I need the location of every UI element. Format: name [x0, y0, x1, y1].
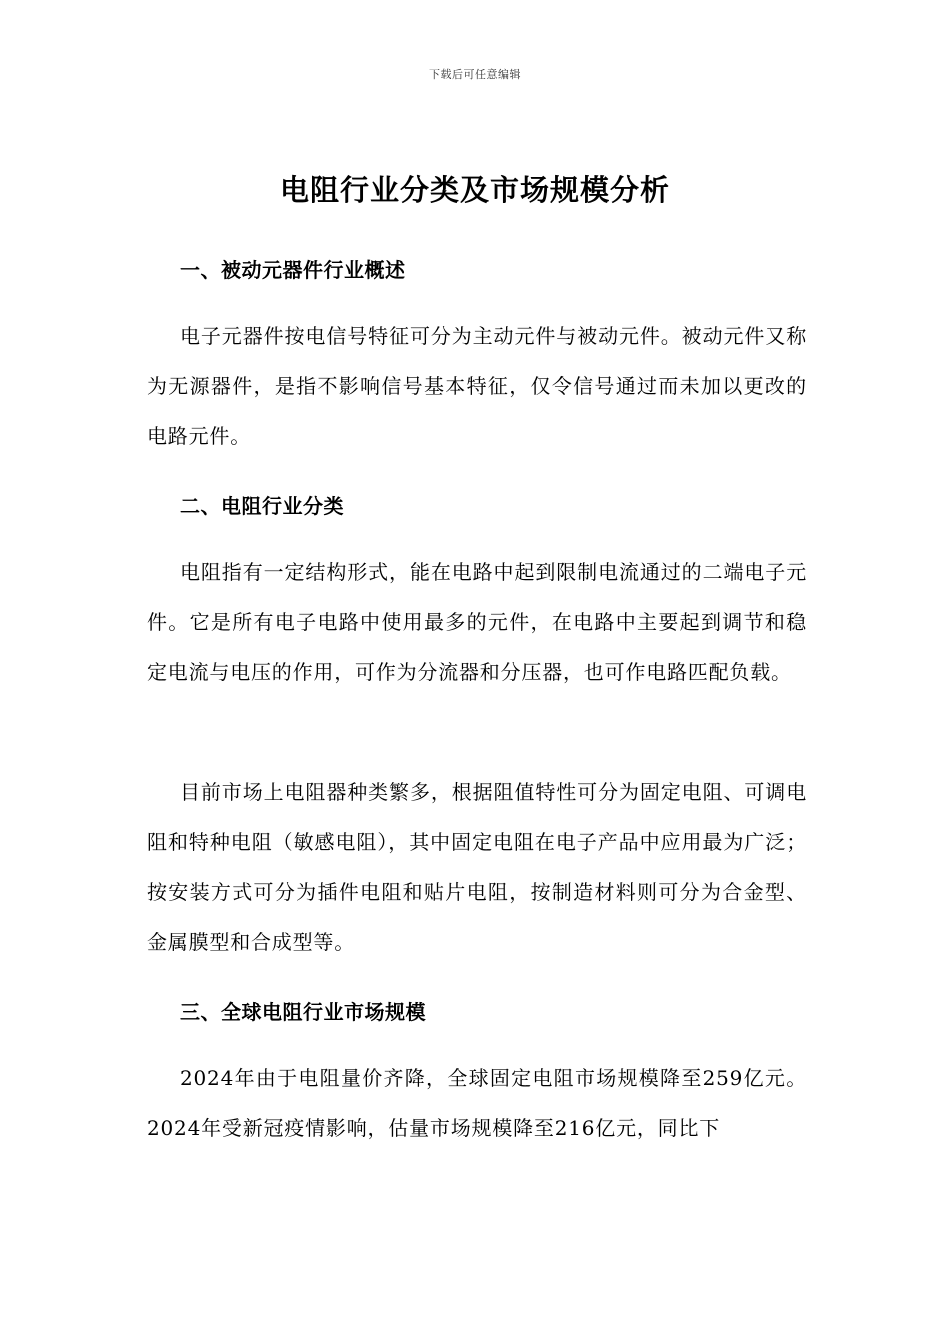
section-heading-overview: 一、被动元器件行业概述 — [180, 258, 406, 282]
document-title: 电阻行业分类及市场规模分析 — [279, 173, 670, 207]
paragraph-market-size: 2024年由于电阻量价齐降，全球固定电阻市场规模降至259亿元。2024年受新冠疫情影响，估量市场规模降至216亿元，同比下 — [147, 1066, 807, 1140]
paragraph-resistor-types: 目前市场上电阻器种类繁多，根据阻值特性可分为固定电阻、可调电阻和特种电阻（敏感电阻），其中固定电阻在电子产品中应用最为广泛；按安装方式可分为插件电阻和贴片电阻，按制造材料则可分为合金型、金属膜型和合成型等。 — [147, 780, 807, 954]
section-heading-classification: 二、电阻行业分类 — [180, 494, 344, 518]
paragraph-resistor-definition: 电阻指有一定结构形式，能在电路中起到限制电流通过的二端电子元件。它是所有电子电路中使用最多的元件，在电路中主要起到调节和稳定电流与电压的作用，可作为分流器和分压器，也可作电路匹配负载。 — [147, 560, 807, 684]
section-heading-market-size: 三、全球电阻行业市场规模 — [180, 1000, 426, 1024]
paragraph-overview: 电子元器件按电信号特征可分为主动元件与被动元件。被动元件又称为无源器件，是指不影响信号基本特征，仅令信号通过而未加以更改的电路元件。 — [147, 324, 807, 448]
page-header-note: 下载后可任意编辑 — [429, 68, 521, 81]
